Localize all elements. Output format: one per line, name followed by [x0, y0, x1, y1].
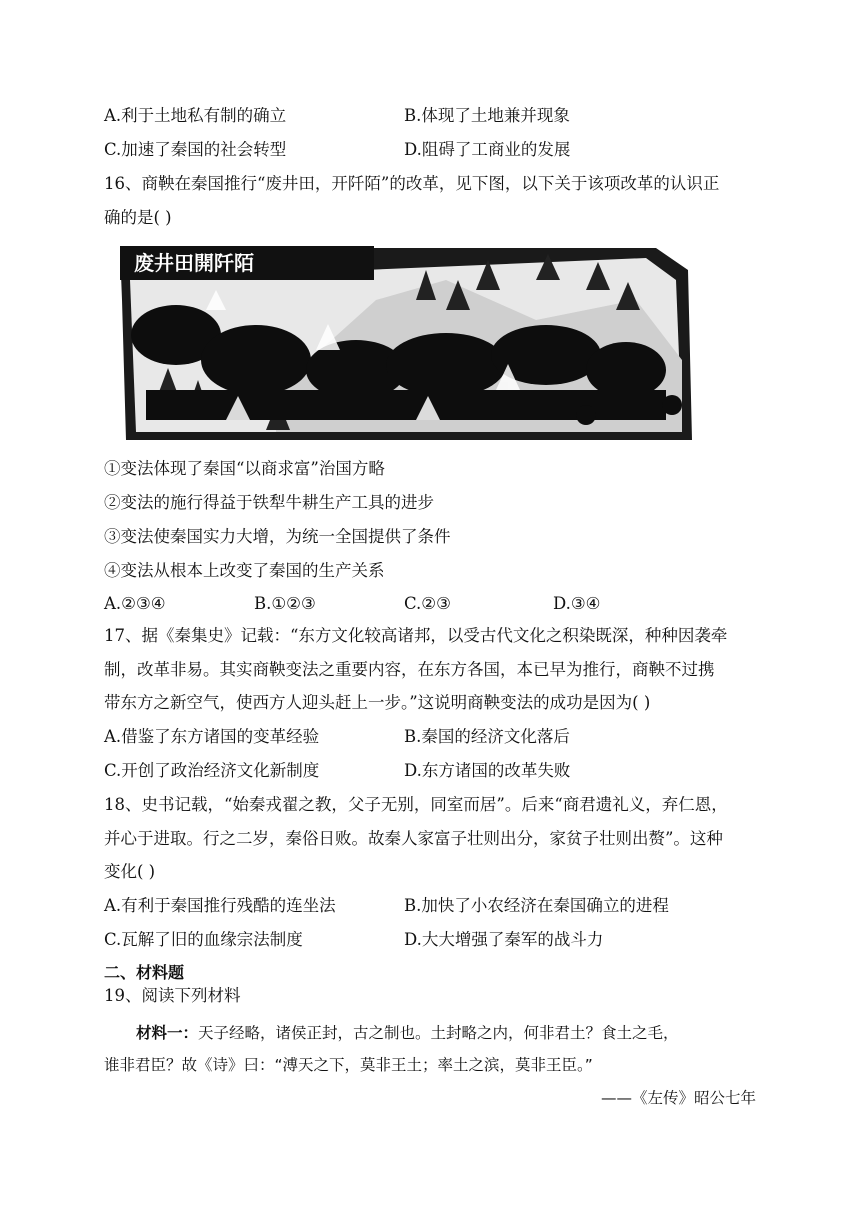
material1-source: ——《左传》昭公七年	[600, 1089, 756, 1107]
q15-option-d: D.阻碍了工商业的发展	[404, 140, 571, 159]
q16-item-4: ④变法从根本上改变了秦国的生产关系	[104, 561, 385, 580]
woodcut-illustration	[116, 240, 692, 445]
q15-option-b: B.体现了土地兼并现象	[404, 106, 570, 125]
q16-option-d: D.③④	[553, 594, 601, 613]
q17-stem-line2: 制，改革非易。其实商鞅变法之重要内容，在东方各国，本已早为推行，商鞅不过携	[104, 660, 715, 679]
q16-item-3: ③变法使秦国实力大增，为统一全国提供了条件	[104, 527, 451, 546]
q18-option-b: B.加快了小农经济在秦国确立的进程	[404, 896, 669, 915]
section-title: 二、材料题	[104, 963, 185, 982]
q18-option-a: A.有利于秦国推行残酷的连坐法	[104, 896, 336, 915]
q18-stem-line2: 并心于进取。行之二岁，秦俗日败。故秦人家富子壮则出分，家贫子壮则出赘”。这种	[104, 829, 723, 848]
q17-stem-line3: 带东方之新空气，使西方人迎头赶上一步。”这说明商鞅变法的成功是因为( )	[104, 693, 651, 712]
q16-option-b: B.①②③	[254, 594, 316, 613]
q17-option-c: C.开创了政治经济文化新制度	[104, 761, 320, 780]
q18-option-c: C.瓦解了旧的血缘宗法制度	[104, 930, 303, 949]
q15-option-a: A.利于土地私有制的确立	[104, 106, 287, 125]
q18-stem-line3: 变化( )	[104, 862, 156, 881]
q16-item-2: ②变法的施行得益于铁犁牛耕生产工具的进步	[104, 493, 434, 512]
q16-option-a: A.②③④	[104, 594, 166, 613]
q18-stem-line1: 18、史书记载，“始秦戎翟之教，父子无别，同室而居”。后来“商君遗礼义，弃仁恩，	[104, 795, 728, 814]
q16-stem-line2: 确的是( )	[104, 208, 172, 227]
q17-option-d: D.东方诸国的改革失败	[404, 761, 571, 780]
q15-option-c: C.加速了秦国的社会转型	[104, 140, 287, 159]
material1-line2: 谁非君臣？故《诗》曰：“溥天之下，莫非王土；率土之滨，莫非王臣。”	[104, 1056, 593, 1074]
q16-item-1: ①变法体现了秦国“以商求富”治国方略	[104, 459, 385, 478]
q17-option-b: B.秦国的经济文化落后	[404, 727, 570, 746]
material1-label: 材料一：	[136, 1024, 199, 1042]
material1-line1	[136, 1022, 679, 1044]
q17-option-a: A.借鉴了东方诸国的变革经验	[104, 727, 320, 746]
q16-stem-line1: 16、商鞅在秦国推行“废井田，开阡陌”的改革，见下图，以下关于该项改革的认识正	[104, 174, 720, 193]
q17-stem-line1: 17、据《秦集史》记载：“东方文化较高诸邦，以受古代文化之积染既深，种种因袭牵	[104, 626, 728, 645]
material1-text1: 天子经略，诸侯正封，古之制也。土封略之内，何非君土？食土之毛，	[198, 1024, 679, 1042]
q16-option-c: C.②③	[404, 594, 451, 613]
figure-caption: 废井田開阡陌	[134, 251, 254, 275]
woodcut-figure	[116, 240, 692, 445]
q19-stem: 19、阅读下列材料	[104, 986, 241, 1005]
q18-option-d: D.大大增强了秦军的战斗力	[404, 930, 604, 949]
